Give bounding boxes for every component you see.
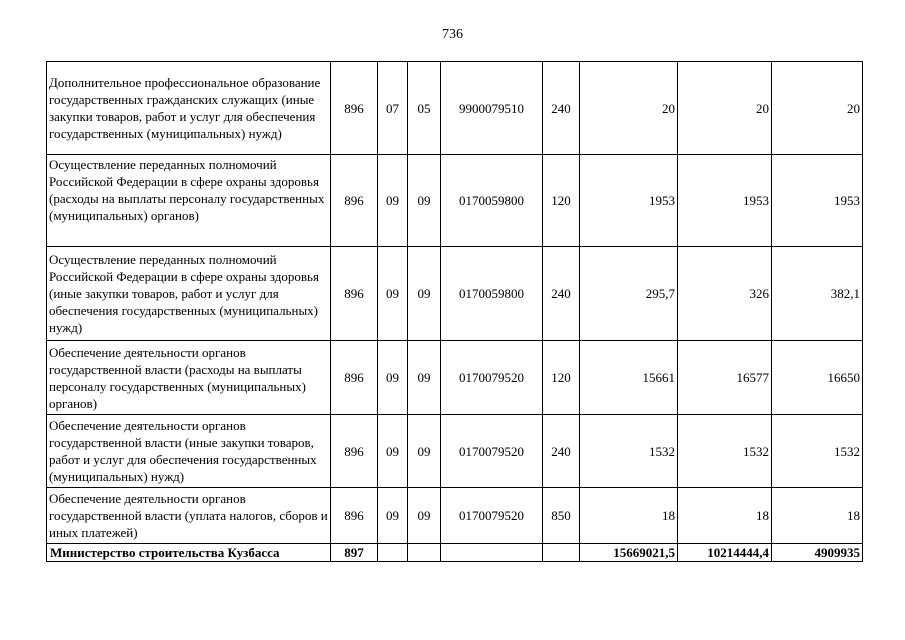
total-amount-year-2: 10214444,4 — [678, 544, 772, 562]
amount-year-2: 326 — [678, 247, 772, 341]
amount-year-1: 295,7 — [580, 247, 678, 341]
expense-type-code: 240 — [543, 247, 580, 341]
subsection-code: 09 — [408, 341, 441, 415]
subsection-code: 09 — [408, 415, 441, 488]
amount-year-1: 20 — [580, 62, 678, 155]
total-section-code — [378, 544, 408, 562]
target-code: 0170079520 — [441, 415, 543, 488]
target-code: 0170059800 — [441, 155, 543, 247]
expense-type-code: 240 — [543, 62, 580, 155]
amount-year-1: 1953 — [580, 155, 678, 247]
amount-year-2: 18 — [678, 488, 772, 544]
amount-year-2: 1953 — [678, 155, 772, 247]
amount-year-3: 1953 — [772, 155, 863, 247]
expense-type-code: 120 — [543, 341, 580, 415]
page-number: 736 — [442, 27, 463, 42]
budget-table — [46, 61, 863, 562]
expense-type-code: 850 — [543, 488, 580, 544]
row-name: Дополнительное профессиональное образование государственных гражданских служащих (иные закупки товаров, работ и услуг для обеспечения государственных (муниципальных) нужд) — [47, 62, 331, 155]
total-row — [47, 544, 863, 562]
target-code: 9900079510 — [441, 62, 543, 155]
section-code: 09 — [378, 247, 408, 341]
subsection-code: 05 — [408, 62, 441, 155]
ministry-code: 896 — [331, 247, 378, 341]
section-code: 09 — [378, 341, 408, 415]
target-code: 0170079520 — [441, 341, 543, 415]
expense-type-code: 240 — [543, 415, 580, 488]
amount-year-2: 1532 — [678, 415, 772, 488]
amount-year-1: 1532 — [580, 415, 678, 488]
amount-year-3: 20 — [772, 62, 863, 155]
total-amount-year-1: 15669021,5 — [580, 544, 678, 562]
total-amount-year-3: 4909935 — [772, 544, 863, 562]
amount-year-2: 20 — [678, 62, 772, 155]
row-name: Осуществление переданных полномочий Российской Федерации в сфере охраны здоровья (расходы на выплаты персоналу государственных (муниципальных) органов) — [47, 155, 331, 247]
total-row-name: Министерство строительства Кузбасса — [47, 544, 331, 562]
table-row — [47, 247, 863, 341]
row-name: Обеспечение деятельности органов государственной власти (иные закупки товаров, работ и услуг для обеспечения государственных (муниципальных) нужд) — [47, 415, 331, 488]
total-ministry-code: 897 — [331, 544, 378, 562]
target-code: 0170079520 — [441, 488, 543, 544]
ministry-code: 896 — [331, 341, 378, 415]
ministry-code: 896 — [331, 155, 378, 247]
subsection-code: 09 — [408, 488, 441, 544]
section-code: 09 — [378, 488, 408, 544]
section-code: 07 — [378, 62, 408, 155]
subsection-code: 09 — [408, 247, 441, 341]
row-name: Обеспечение деятельности органов государственной власти (расходы на выплаты персоналу государственных (муниципальных) органов) — [47, 341, 331, 415]
row-name: Обеспечение деятельности органов государственной власти (уплата налогов, сборов и иных платежей) — [47, 488, 331, 544]
ministry-code: 896 — [331, 488, 378, 544]
subsection-code: 09 — [408, 155, 441, 247]
amount-year-3: 18 — [772, 488, 863, 544]
section-code: 09 — [378, 155, 408, 247]
target-code: 0170059800 — [441, 247, 543, 341]
table-row — [47, 488, 863, 544]
table-row — [47, 341, 863, 415]
total-expense-type-code — [543, 544, 580, 562]
table-row — [47, 62, 863, 155]
amount-year-3: 16650 — [772, 341, 863, 415]
ministry-code: 896 — [331, 62, 378, 155]
total-subsection-code — [408, 544, 441, 562]
ministry-code: 896 — [331, 415, 378, 488]
amount-year-3: 382,1 — [772, 247, 863, 341]
amount-year-1: 18 — [580, 488, 678, 544]
expense-type-code: 120 — [543, 155, 580, 247]
amount-year-3: 1532 — [772, 415, 863, 488]
table-row — [47, 155, 863, 247]
table-row — [47, 415, 863, 488]
amount-year-1: 15661 — [580, 341, 678, 415]
total-target-code — [441, 544, 543, 562]
amount-year-2: 16577 — [678, 341, 772, 415]
section-code: 09 — [378, 415, 408, 488]
row-name: Осуществление переданных полномочий Российской Федерации в сфере охраны здоровья (иные закупки товаров, работ и услуг для обеспечения государственных (муниципальных) нужд) — [47, 247, 331, 341]
